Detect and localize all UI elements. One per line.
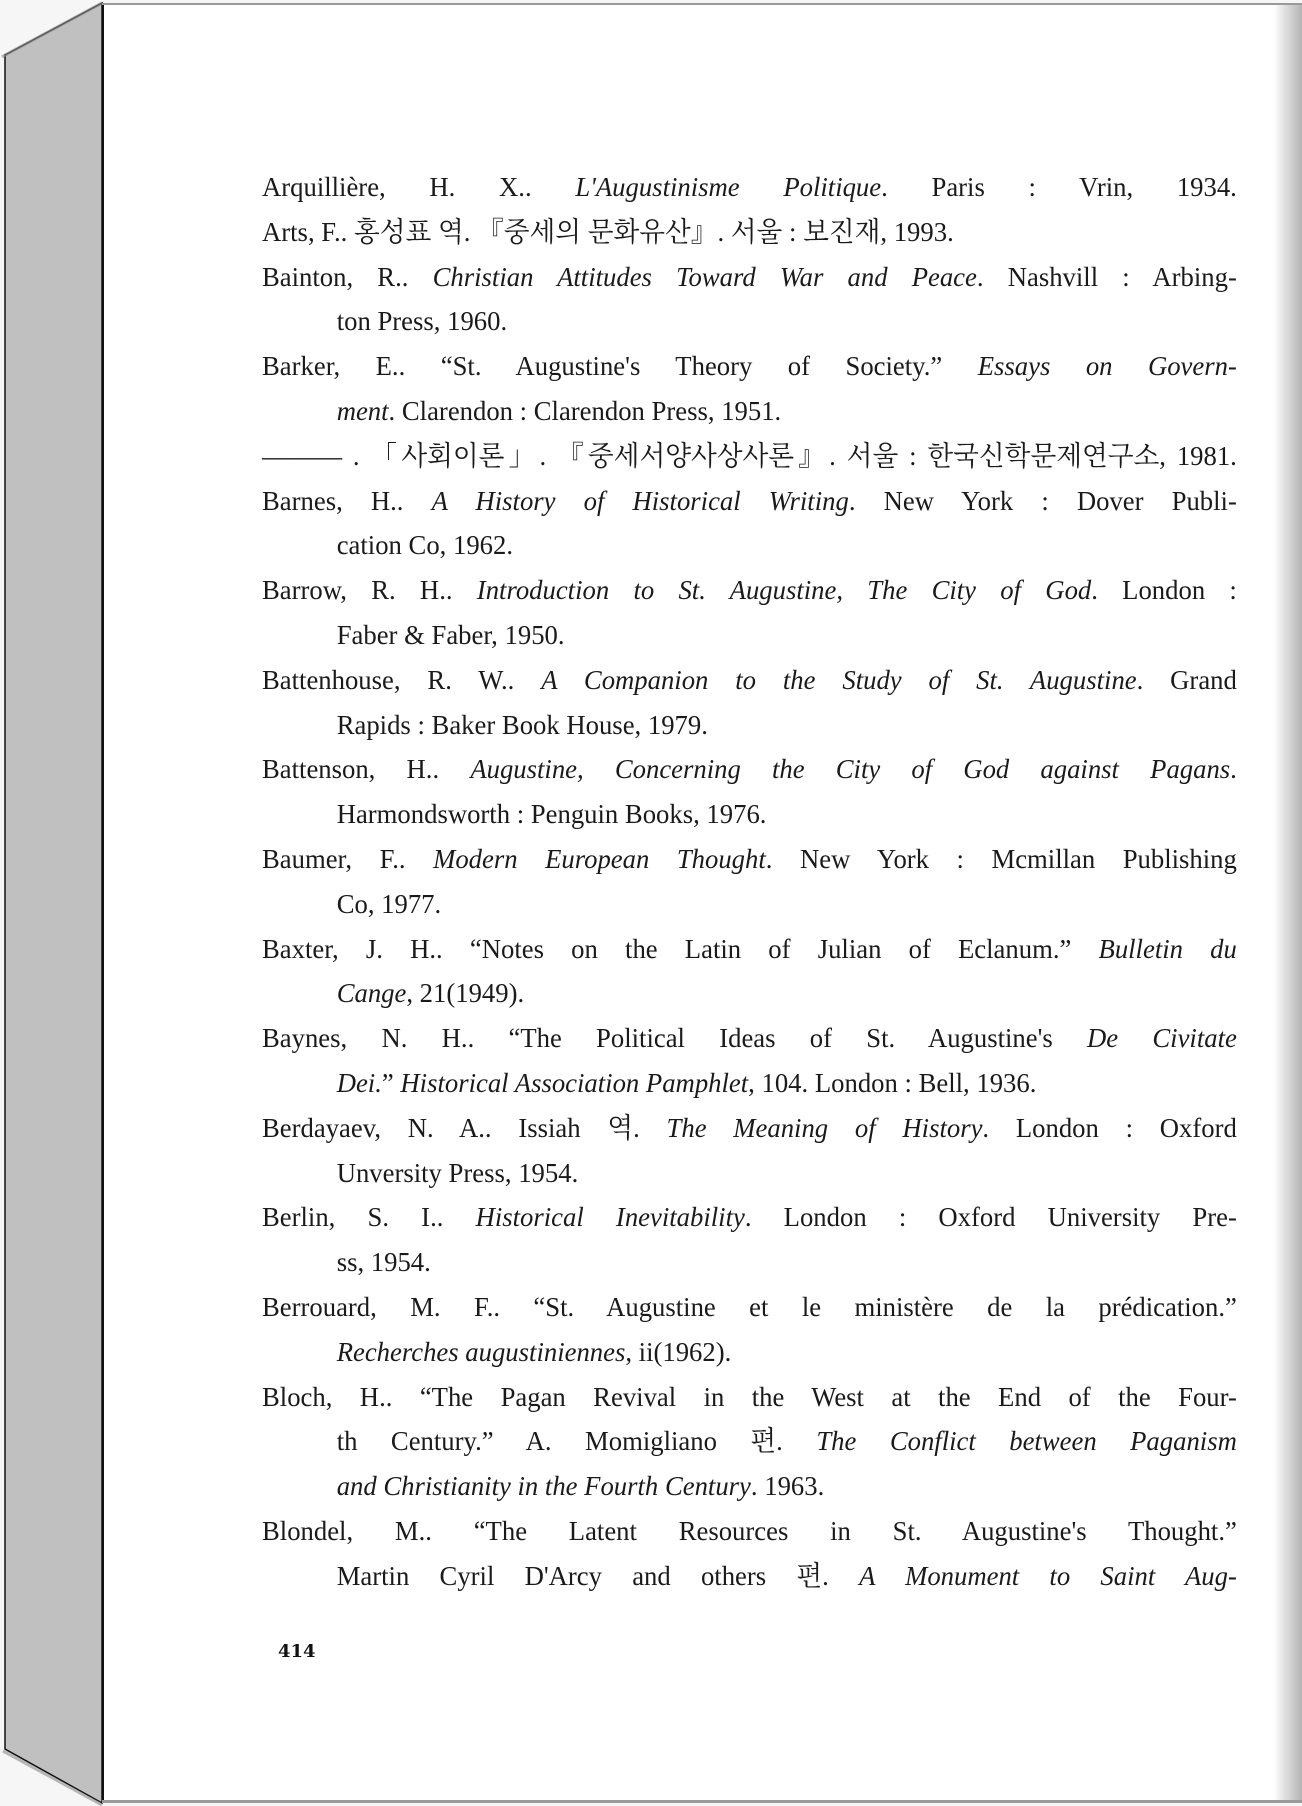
reference-title-italic: The Conflict between Paganism: [816, 1425, 1237, 1457]
reference-title-italic: De Civitate: [1087, 1022, 1237, 1054]
reference-text: Baxter, J. H.. “Notes on the Latin of Julian of Eclanum.”: [262, 932, 1099, 964]
reference-entry-line: [262, 747, 1237, 792]
reference-text: Faber & Faber, 1950.: [336, 618, 565, 650]
reference-continuation-line: [262, 792, 1237, 837]
reference-text: Battenson, H..: [262, 753, 471, 785]
reference-entry-line: [262, 344, 1237, 389]
page-edge: [102, 5, 104, 1800]
reference-continuation-line: [262, 1151, 1237, 1196]
reference-title-italic: A Companion to the Study of St. Augustine: [541, 663, 1137, 695]
reference-entry-line: [262, 1106, 1237, 1151]
reference-continuation-line: [262, 1554, 1237, 1599]
reference-text: . Nashvill : Arbing-: [976, 260, 1237, 292]
page-number: 414: [278, 1641, 316, 1662]
reference-text: . Paris : Vrin, 1934.: [881, 171, 1237, 202]
reference-entry-line: [262, 927, 1237, 972]
reference-text: . New York : Dover Publi-: [848, 484, 1237, 516]
reference-continuation-line: [262, 613, 1237, 658]
reference-entry-line: [262, 1375, 1237, 1420]
reference-text: Barnes, H..: [262, 484, 432, 516]
reference-entry-line: [262, 1195, 1237, 1240]
reference-text: Baumer, F..: [262, 842, 434, 874]
reference-text: . 1963.: [750, 1470, 825, 1502]
reference-title-italic: Augustine, Concerning the City of God against Pagans: [470, 753, 1231, 785]
bibliography-list: [262, 165, 1237, 1599]
reference-title-italic: Modern European Thought: [433, 842, 766, 874]
reference-text: Bainton, R..: [262, 260, 433, 292]
reference-text: . New York : Mcmillan Publishing: [765, 842, 1237, 874]
reference-text: Barker, E.. “St. Augustine's Theory of Society.”: [262, 350, 978, 382]
reference-title-italic: A Monument to Saint Aug-: [859, 1559, 1237, 1591]
reference-text: Harmondsworth : Penguin Books, 1976.: [336, 798, 767, 830]
reference-title-italic: Historical Association Pamphlet: [400, 1066, 749, 1098]
reference-text: . Grand: [1136, 663, 1237, 695]
reference-entry-line: [262, 837, 1237, 882]
reference-title-italic: Dei.: [336, 1066, 382, 1098]
reference-text: Berlin, S. I..: [262, 1201, 476, 1233]
reference-text: Unversity Press, 1954.: [336, 1156, 579, 1188]
reference-title-italic: Bulletin du: [1098, 932, 1237, 964]
reference-entry-line: [262, 434, 1237, 479]
reference-entry-line: [262, 1285, 1237, 1330]
reference-title-italic: Essays on Govern-: [977, 350, 1237, 382]
reference-title-italic: Historical Inevitability: [475, 1201, 745, 1233]
reference-continuation-line: [262, 1061, 1237, 1106]
reference-text: ss, 1954.: [336, 1246, 431, 1278]
reference-text: Barrow, R. H..: [262, 574, 477, 606]
reference-continuation-line: [262, 1330, 1237, 1375]
reference-entry-line: [262, 255, 1237, 300]
page-edge-shadow: [1274, 5, 1302, 1800]
reference-title-italic: Introduction to St. Augustine, The City of God: [476, 574, 1092, 606]
reference-text: , 104. London : Bell, 1936.: [748, 1066, 1037, 1098]
reference-entry-line: [262, 1016, 1237, 1061]
reference-entry-line: [262, 210, 1237, 255]
reference-entry-line: [262, 568, 1237, 613]
reference-continuation-line: [262, 523, 1237, 568]
reference-continuation-line: [262, 389, 1237, 434]
reference-title-italic: L'Augustinisme Politique: [575, 171, 882, 202]
reference-continuation-line: [262, 971, 1237, 1016]
reference-entry-line: [262, 165, 1237, 210]
reference-text: . Clarendon : Clarendon Press, 1951.: [388, 394, 782, 426]
reference-title-italic: ment: [336, 394, 389, 426]
reference-continuation-line: [262, 882, 1237, 927]
reference-text: , 21(1949).: [406, 977, 525, 1009]
reference-text: . London :: [1091, 574, 1237, 606]
reference-text: Arquillière, H. X..: [262, 171, 576, 202]
reference-text: , ii(1962).: [625, 1335, 732, 1367]
reference-entry-line: [262, 479, 1237, 524]
reference-text: Co, 1977.: [336, 887, 442, 919]
reference-text: Arts, F.. 홍성표 역. 『중세의 문화유산』. 서울 : 보진재, 1993.: [262, 215, 954, 247]
reference-text: . London : Oxford: [982, 1111, 1237, 1143]
reference-continuation-line: [262, 1419, 1237, 1464]
reference-text: ”: [381, 1066, 401, 1098]
reference-continuation-line: [262, 299, 1237, 344]
reference-entry-line: [262, 658, 1237, 703]
reference-title-italic: Christian Attitudes Toward War and Peace: [432, 260, 977, 292]
reference-entry-line: [262, 1509, 1237, 1554]
reference-title-italic: A History of Historical Writing: [431, 484, 849, 516]
reference-continuation-line: [262, 1240, 1237, 1285]
reference-continuation-line: [262, 703, 1237, 748]
reference-title-italic: The Meaning of History: [666, 1111, 983, 1143]
reference-text: Berdayaev, N. A.. Issiah 역.: [262, 1111, 667, 1143]
reference-text: ——— . 「사회이론」. 『중세서양사상사론』. 서울 : 한국신학문제연구소, 1981.: [262, 439, 1237, 471]
reference-text: Martin Cyril D'Arcy and others 편.: [336, 1559, 860, 1591]
reference-continuation-line: [262, 1464, 1237, 1509]
reference-title-italic: and Christianity in the Fourth Century: [336, 1470, 751, 1502]
reference-text: Rapids : Baker Book House, 1979.: [336, 708, 708, 740]
book-page: [102, 3, 1302, 1803]
reference-text: Berrouard, M. F.. “St. Augustine et le ministère de la prédication.”: [262, 1290, 1237, 1322]
reference-text: th Century.” A. Momigliano 편.: [336, 1425, 817, 1457]
reference-title-italic: Cange: [336, 977, 407, 1009]
reference-text: . London : Oxford University Pre-: [744, 1201, 1237, 1233]
reference-title-italic: Recherches augustiniennes: [336, 1335, 626, 1367]
reference-text: Blondel, M.. “The Latent Resources in St. Augustine's Thought.”: [262, 1514, 1237, 1546]
reference-text: .: [1230, 753, 1237, 785]
reference-text: ton Press, 1960.: [336, 305, 508, 337]
reference-text: Bloch, H.. “The Pagan Revival in the West at the End of the Four-: [262, 1380, 1237, 1412]
reference-text: cation Co, 1962.: [336, 529, 514, 561]
reference-text: Baynes, N. H.. “The Political Ideas of St. Augustine's: [262, 1022, 1088, 1054]
reference-text: Battenhouse, R. W..: [262, 663, 542, 695]
